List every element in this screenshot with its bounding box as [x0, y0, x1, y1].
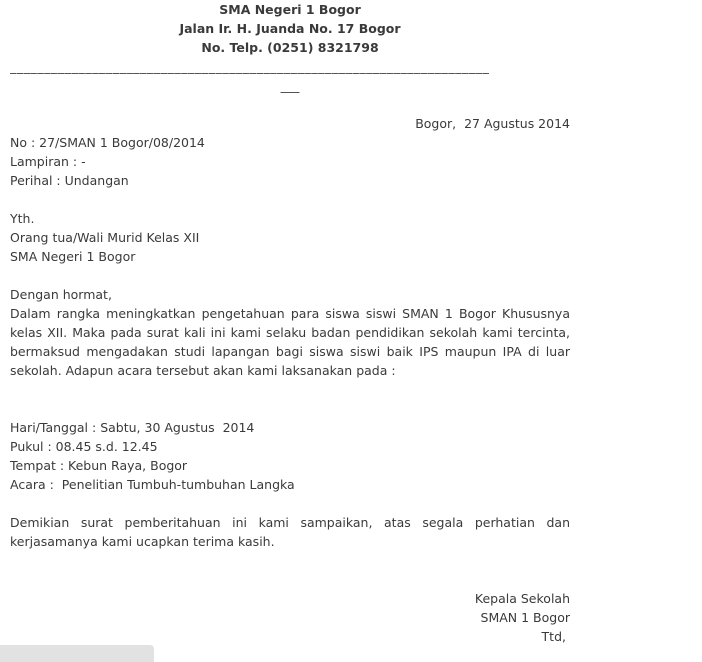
recipient-institution: SMA Negeri 1 Bogor: [10, 249, 136, 264]
event-place: Tempat : Kebun Raya, Bogor: [10, 458, 188, 473]
letter-document: [10, 0, 570, 646]
event-time: Pukul : 08.45 s.d. 12.45: [10, 439, 158, 454]
letterhead-divider: [10, 57, 570, 114]
recipient-name: Orang tua/Wali Murid Kelas XII: [10, 230, 200, 245]
spacer: [10, 380, 570, 399]
greeting: Dengan hormat,: [10, 287, 112, 302]
spacer: [10, 266, 570, 285]
letterhead-phone: No. Telp. (0251) 8321798: [201, 40, 379, 55]
spacer: [10, 551, 570, 570]
letter-attachment: Lampiran : -: [10, 154, 86, 169]
body-paragraph: Dalam rangka meningkatkan pengetahuan para siswa siswi SMAN 1 Bogor Khususnya kelas XII. Maka pada surat kali ini kami selaku badan pendidikan sekolah kami tercinta, bermaksud mengadakan studi lapangan bagi siswa siswi baik IPS maupun IPA di luar sekolah. Adapun acara tersebut akan kami laksanakan pada :: [10, 306, 570, 378]
signature-sign: Ttd,: [541, 629, 566, 644]
spacer: [10, 399, 570, 418]
spacer: [10, 570, 570, 589]
signature-institution: SMAN 1 Bogor: [480, 610, 570, 625]
recipient-salutation: Yth.: [10, 211, 35, 226]
place-date: Bogor, 27 Agustus 2014: [415, 116, 570, 131]
closing-paragraph: Demikian surat pemberitahuan ini kami sampaikan, atas segala perhatian dan kerjasamanya kami ucapkan terima kasih.: [10, 515, 570, 549]
signature-title: Kepala Sekolah: [474, 591, 570, 606]
separator-tail: ___: [280, 78, 300, 93]
spacer: [10, 494, 570, 513]
separator-line: ______________________________________________________________________: [10, 59, 490, 74]
event-agenda: Acara : Penelitian Tumbuh-tumbuhan Langka: [10, 477, 295, 492]
letter-subject: Perihal : Undangan: [10, 173, 129, 188]
letterhead-school-name: SMA Negeri 1 Bogor: [219, 2, 361, 17]
letterhead-address: Jalan Ir. H. Juanda No. 17 Bogor: [179, 21, 401, 36]
letter-number: No : 27/SMAN 1 Bogor/08/2014: [10, 135, 205, 150]
bottom-scroll-bar[interactable]: [0, 645, 154, 662]
event-day-date: Hari/Tanggal : Sabtu, 30 Agustus 2014: [10, 420, 255, 435]
spacer: [10, 190, 570, 209]
